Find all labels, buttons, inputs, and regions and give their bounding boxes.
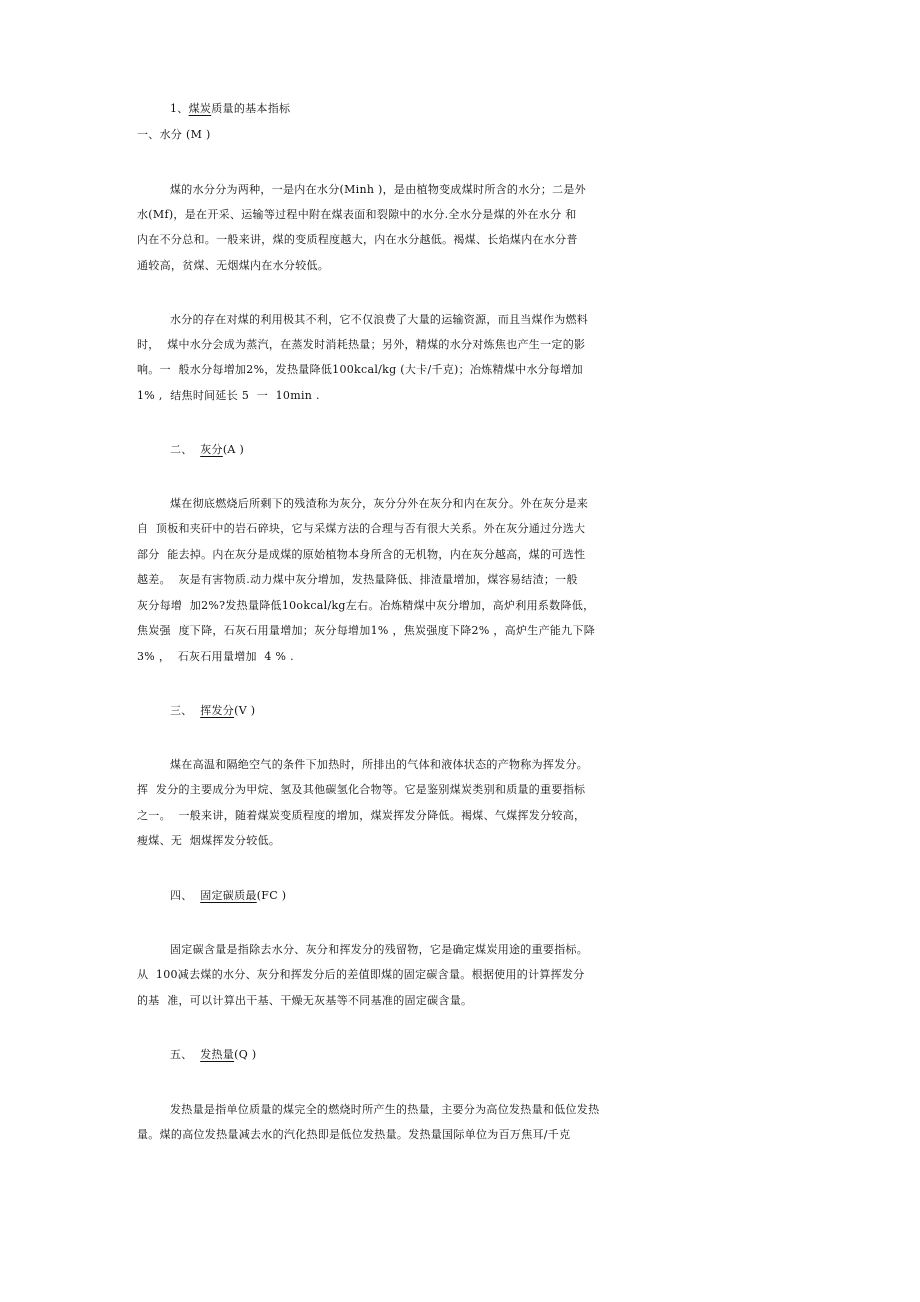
document-title: [170, 99, 820, 119]
fixed-carbon-link[interactable]: 固定碳质最: [200, 889, 257, 902]
title-link[interactable]: 煤炭: [188, 102, 212, 115]
paragraph-line: 固定碳含量是指除去水分、灰分和挥发分的残留物，它是确定煤炭用途的重要指标。: [170, 943, 589, 956]
section-heading-ash: 二、 灰分(A ): [170, 443, 245, 456]
paragraph-line: 内在不分总和。一般来讲，煤的变质程度越大，内在水分越低。褐煤、长焰煤内在水分普: [137, 233, 578, 246]
paragraph-line: 水分的存在对煤的利用极其不利，它不仅浪费了大量的运输资源，而且当煤作为燃料: [170, 313, 589, 326]
paragraph-line: 自 顶板和夹矸中的岩石碎块，它与采煤方法的合理与否有很大关系。外在灰分通过分选大: [137, 522, 586, 535]
paragraph-line: 之一。 一般来讲，随着煤炭变质程度的增加，煤炭挥发分降低。褐煤、气煤挥发分较高，: [137, 809, 586, 822]
paragraph-line: 量。煤的高位发热量减去水的汽化热即是低位发热量。发热量国际单位为百万焦耳/千克: [137, 1128, 571, 1141]
paragraph-line: 从 100减去煤的水分、灰分和挥发分后的差值即煤的固定碳含量。根据使用的计算挥发分: [137, 968, 585, 981]
paragraph-line: 1% , 结焦时间延长 5 一 10min .: [137, 389, 320, 402]
volatile-link[interactable]: 挥发分: [200, 704, 235, 717]
paragraph-line: 煤的水分分为两种，一是内在水分(Minh )，是由植物变成煤时所含的水分；二是外: [170, 183, 587, 196]
section-heading-volatile: 三、 挥发分(V ): [170, 704, 256, 717]
title-prefix: 1、: [170, 102, 189, 115]
paragraph-line: 通较高，贫煤、无烟煤内在水分较低。: [137, 259, 330, 272]
paragraph-line: 挥 发分的主要成分为甲烷、氢及其他碳氢化合物等。它是鉴别煤炭类别和质量的重要指标: [137, 783, 586, 796]
paragraph-line: 煤在高温和隔绝空气的条件下加热时，所排出的气体和液体状态的产物称为挥发分。: [170, 758, 589, 771]
paragraph-line: 灰分每增 加2%?发热量降低10okcal/kg左右。冶炼精煤中灰分增加，高炉利用系数降低，: [137, 599, 595, 612]
paragraph-line: 时， 煤中水分会成为蒸汽，在蒸发时消耗热量；另外，精煤的水分对炼焦也产生一定的影: [137, 338, 586, 351]
ash-link[interactable]: 灰分: [200, 443, 223, 456]
paragraph-line: 3% ， 石灰石用量增加 4 % .: [137, 650, 294, 663]
paragraph-line: 瘦煤、无 烟煤挥发分较低。: [137, 834, 281, 847]
paragraph-line: 焦炭强 度下降，石灰石用量增加；灰分每增加1% ，焦炭强度下降2% ，高炉生产能九下降: [137, 624, 596, 637]
paragraph-line: 的基 准，可以计算出干基、干燥无灰基等不同基准的固定碳含量。: [137, 994, 473, 1007]
paragraph-line: 水(Mf)，是在开采、运输等过程中附在煤表面和裂隙中的水分.全水分是煤的外在水分 和: [137, 208, 577, 221]
title-suffix: 质量的基本指标: [211, 102, 291, 115]
paragraph-line: 部分 能去掉。内在灰分是成煤的原始植物本身所含的无机物，内在灰分越高，煤的可选性: [137, 548, 586, 561]
paragraph-line: 发热量是指单位质量的煤完全的燃烧时所产生的热量，主要分为高位发热量和低位发热: [170, 1103, 600, 1116]
paragraph-line: 煤在彻底燃烧后所剩下的残渣称为灰分，灰分分外在灰分和内在灰分。外在灰分是来: [170, 497, 589, 510]
section-heading-moisture: 一、水分 (M ): [137, 128, 211, 141]
paragraph-line: 越差。 灰是有害物质.动力煤中灰分增加，发热量降低、排渣量增加，煤容易结渣；一般: [137, 573, 578, 586]
section-heading-fixed-carbon: 四、 固定碳质最(FC ): [170, 889, 287, 902]
paragraph-line: 响。一 般水分每增加2%，发热量降低100kcal/kg (大卡/千克)；冶炼精煤中水分每增加: [137, 363, 583, 376]
calorific-link[interactable]: 发热量: [200, 1048, 235, 1061]
section-heading-calorific: 五、 发热量(Q ): [170, 1048, 257, 1061]
